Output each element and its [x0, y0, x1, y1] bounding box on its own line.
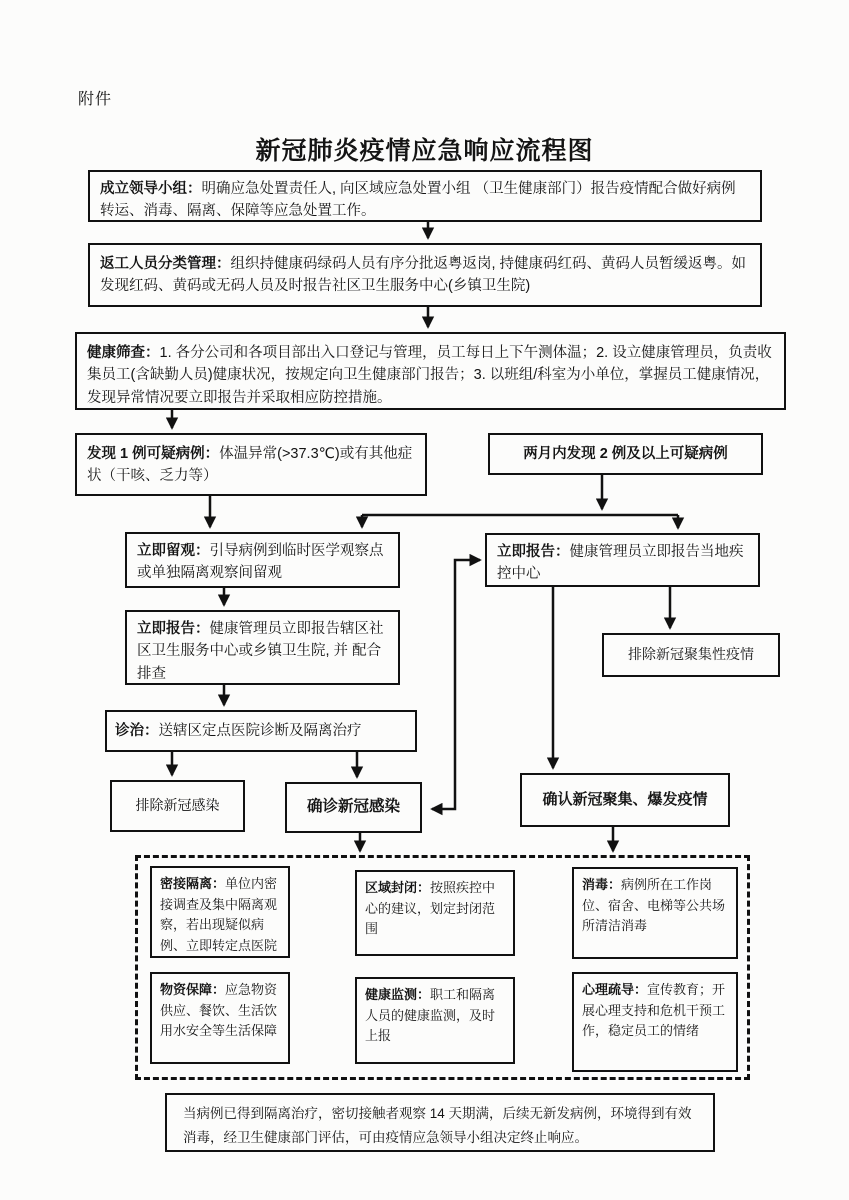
box-exclude-infection	[110, 780, 245, 832]
box-report-community	[125, 610, 400, 685]
box-psychological-body: 宣传教育；开展心理支持和危机干预工作，稳定员工的情绪	[582, 982, 726, 1039]
box-two-cases-label: 两月内发现 2 例及以上可疑病例	[523, 445, 728, 462]
arrow-confirmed-to-cdc	[455, 560, 480, 684]
box-report-community-body: 健康管理员立即报告辖区社区卫生服务中心或乡镇卫生院, 并 配合排查	[137, 621, 384, 682]
box-termination-note-body: 当病例已得到隔离治疗，密切接触者观察 14 天期满，后续无新发病例，环境得到有效消毒，经卫生健康部门评估，可由疫情应急领导小组决定终止响应。	[183, 1106, 692, 1146]
box-close-contact	[150, 866, 290, 958]
box-close-contact-body: 单位内密接调查及集中隔离观察，若出现疑似病例、立即转定点医院	[160, 876, 278, 953]
box-report-cdc-label: 立即报告：	[497, 544, 570, 560]
box-psychological	[572, 972, 738, 1072]
box-health-screening-body: 1. 各分公司和各项目部出入口登记与管理，员工每日上下午测体温；2. 设立健康管理员，负责收集员工(含缺勤人员)健康状况，按规定向卫生健康部门报告；3. 以班组/科室为小单位，掌握员工健康情况，发现异常情况要立即报告并采取相应防控措施。	[87, 345, 772, 406]
box-lead-group	[88, 170, 762, 222]
box-lead-group-label: 成立领导小组：	[100, 181, 202, 197]
box-one-case	[75, 433, 427, 496]
box-treatment	[105, 710, 417, 752]
box-worker-classification	[88, 243, 762, 307]
box-treatment-label: 诊治：	[115, 722, 159, 739]
box-observe-body: 引导病例到临时医学观察点或单独隔离观察间留观	[137, 543, 384, 582]
box-supplies-body: 应急物资供应、餐饮、生活饮用水安全等生活保障	[160, 982, 278, 1039]
box-health-monitoring-body: 职工和隔离人员的健康监测，及时上报	[365, 987, 496, 1044]
box-exclude-cluster-body: 排除新冠聚集性疫情	[628, 646, 754, 663]
box-disinfection	[572, 867, 738, 959]
arrow-cdc-to-confirmed	[432, 684, 455, 809]
box-disinfection-body: 病例所在工作岗位、宿舍、电梯等公共场所清洁消毒	[582, 877, 726, 934]
box-confirmed-infection-label: 确诊新冠感染	[306, 798, 400, 816]
box-exclude-cluster	[602, 633, 780, 677]
box-worker-classification-body: 组织持健康码绿码人员有序分批返粤返岗, 持健康码红码、黄码人员暂缓返粤。如发现红码、黄码或无码人员及时报告社区卫生服务中心(乡镇卫生院)	[100, 256, 747, 295]
box-observe	[125, 532, 400, 588]
box-confirm-cluster-label: 确认新冠聚集、爆发疫情	[542, 791, 708, 809]
box-area-closure-body: 按照疾控中心的建议，划定封闭范围	[365, 880, 496, 937]
box-one-case-body: 体温异常(>37.3℃)或有其他症状（干咳、乏力等）	[87, 446, 413, 485]
box-health-screening	[75, 332, 786, 410]
box-area-closure	[355, 870, 515, 956]
box-exclude-infection-body: 排除新冠感染	[135, 797, 220, 814]
box-lead-group-body: 明确应急处置责任人, 向区域应急处置小组 （卫生健康部门）报告疫情配合做好病例转运、消毒、隔离、保障等应急处置工作。	[100, 181, 736, 220]
box-psychological-label: 心理疏导：	[582, 982, 648, 997]
box-termination-note	[165, 1093, 715, 1152]
box-confirm-cluster	[520, 773, 730, 827]
box-report-cdc	[485, 533, 760, 587]
box-supplies	[150, 972, 290, 1064]
box-observe-label: 立即留观：	[137, 543, 210, 559]
box-treatment-body: 送辖区定点医院诊断及隔离治疗	[158, 722, 362, 739]
page-title: 新冠肺炎疫情应急响应流程图	[255, 137, 594, 165]
box-disinfection-label: 消毒：	[582, 877, 622, 892]
box-supplies-label: 物资保障：	[160, 982, 226, 997]
box-report-community-label: 立即报告：	[137, 621, 210, 637]
box-confirmed-infection	[285, 782, 422, 833]
box-health-screening-label: 健康筛查：	[87, 345, 160, 361]
box-close-contact-label: 密接隔离：	[160, 876, 226, 891]
box-health-monitoring-label: 健康监测：	[365, 987, 431, 1002]
box-worker-classification-label: 返工人员分类管理：	[100, 256, 231, 272]
attachment-label: 附件	[78, 91, 113, 108]
box-one-case-label: 发现 1 例可疑病例：	[87, 446, 220, 462]
box-health-monitoring	[355, 977, 515, 1064]
box-two-cases	[488, 433, 763, 475]
box-report-cdc-body: 健康管理员立即报告当地疾控中心	[497, 544, 744, 583]
box-area-closure-label: 区域封闭：	[365, 880, 431, 895]
